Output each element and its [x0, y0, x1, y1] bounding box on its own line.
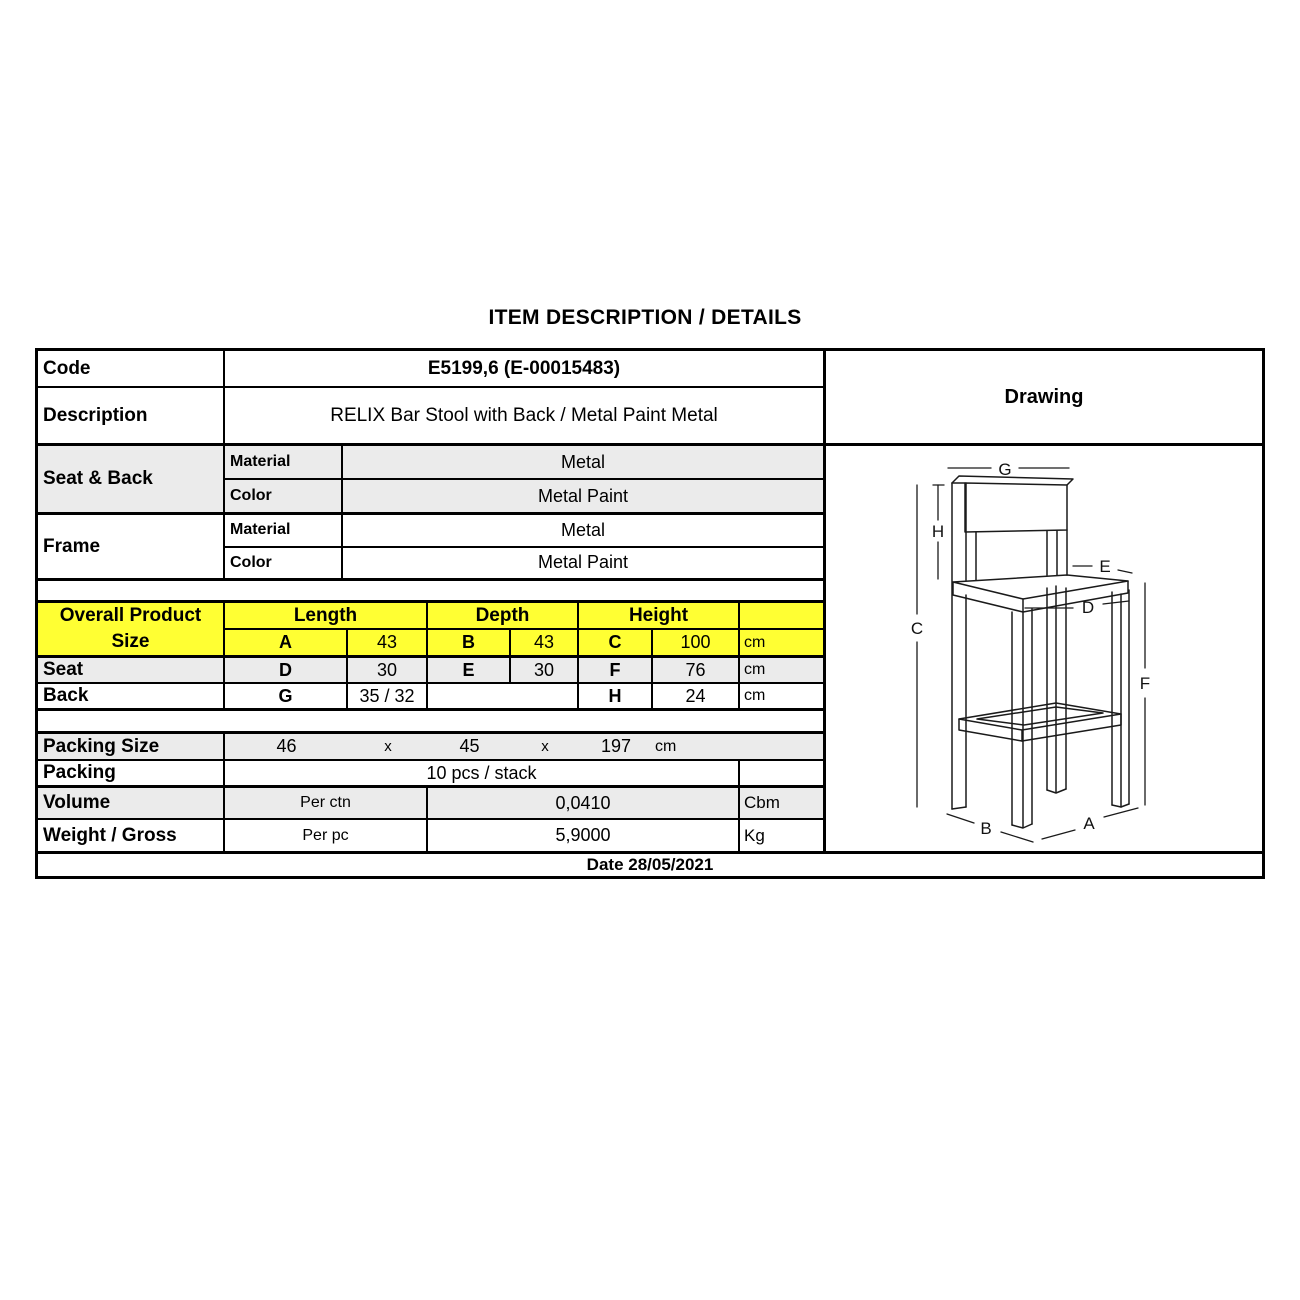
weight-row [38, 820, 823, 851]
back-row-label: Back [38, 684, 225, 708]
color-value: Metal Paint [537, 552, 629, 573]
dim-value-b: 43 [511, 630, 579, 655]
packing-row [38, 761, 823, 788]
packing-size-length: 46 [276, 736, 297, 756]
dim-letter-c: C [579, 630, 653, 655]
dim-value-a: 43 [348, 630, 428, 655]
label-d: D [1081, 598, 1095, 617]
dim-letter-a: A [225, 630, 348, 655]
dim-value-d: 30 [348, 658, 428, 682]
stool-outline [952, 476, 1129, 828]
date-text: Date 28/05/2021 [586, 855, 714, 874]
height-header: Height [579, 603, 740, 628]
empty-merged-cell [428, 684, 579, 708]
code-label: Code [38, 351, 225, 386]
overall-size-section [38, 603, 823, 658]
weight-value: 5,9000 [428, 820, 740, 851]
dimension-lines [917, 468, 1145, 842]
seat-row-label: Seat [38, 658, 225, 682]
dim-value-c: 100 [653, 630, 740, 655]
weight-basis: Per pc [225, 820, 428, 851]
packing-value: 10 pcs / stack [225, 761, 740, 785]
material-label: Material [225, 446, 343, 478]
weight-label: Weight / Gross [38, 820, 225, 851]
volume-unit: Cbm [744, 793, 780, 812]
drawing-header: Drawing [826, 351, 1262, 446]
stool-drawing [826, 446, 1262, 851]
page-title: ITEM DESCRIPTION / DETAILS [488, 306, 802, 329]
packing-size-depth: 45 [459, 736, 480, 756]
spec-table [35, 348, 1265, 879]
volume-value: 0,0410 [428, 788, 740, 818]
seat-size-row [38, 658, 823, 684]
material-label: Material [225, 515, 343, 546]
back-size-row [38, 684, 823, 711]
dim-letter-h: H [579, 684, 653, 708]
frame-material-row [225, 515, 823, 548]
label-b: B [980, 819, 992, 838]
empty-cell [740, 761, 823, 785]
dim-letter-b: B [428, 630, 511, 655]
dim-letter-e: E [428, 658, 511, 682]
dim-letter-g: G [225, 684, 348, 708]
weight-unit: Kg [744, 825, 765, 845]
description-value: RELIX Bar Stool with Back / Metal Paint Metal [330, 404, 718, 426]
frame-color-row [225, 548, 823, 579]
color-label: Color [225, 480, 343, 512]
length-header: Length [225, 603, 428, 628]
date-row [38, 851, 1262, 876]
dim-value-e: 30 [511, 658, 579, 682]
overall-size-label-line2: Size [111, 631, 150, 652]
code-value: E5199,6 (E-00015483) [427, 357, 621, 379]
overall-size-values-row [225, 630, 823, 655]
bar-stool-technical-drawing [826, 446, 1262, 851]
color-value: Metal Paint [537, 485, 629, 506]
depth-header: Depth [428, 603, 579, 628]
label-a: A [1083, 814, 1095, 833]
seat-back-label: Seat & Back [38, 446, 225, 512]
code-row [38, 351, 823, 388]
overall-size-label [38, 603, 225, 655]
size-group-header-row [225, 603, 823, 630]
volume-label: Volume [38, 788, 225, 818]
packing-size-row [38, 734, 823, 761]
label-h: H [931, 522, 945, 541]
empty-header-cell [740, 603, 823, 628]
label-e: E [1099, 557, 1111, 576]
frame-label: Frame [38, 515, 225, 578]
multiply-x: x [384, 738, 392, 755]
dimension-labels [911, 460, 1150, 838]
unit-cm: cm [744, 687, 766, 704]
label-c: C [910, 619, 924, 638]
unit-cm: cm [744, 661, 766, 678]
frame-section [38, 515, 823, 581]
material-value: Metal [560, 451, 605, 472]
material-value: Metal [560, 519, 605, 540]
description-row [38, 388, 823, 446]
dim-letter-f: F [579, 658, 653, 682]
multiply-x: x [541, 738, 549, 755]
spec-table-left [38, 351, 823, 851]
label-f: F [1139, 674, 1151, 693]
dim-letter-d: D [225, 658, 348, 682]
unit-cm: cm [744, 633, 766, 651]
drawing-column [823, 351, 1262, 851]
spacer-row [38, 581, 823, 603]
spacer-row [38, 711, 823, 734]
seat-back-section [38, 446, 823, 515]
overall-size-label-line1: Overall Product [59, 605, 202, 627]
unit-cm: cm [655, 737, 677, 755]
dim-value-h: 24 [653, 684, 740, 708]
color-label: Color [225, 548, 343, 579]
volume-row [38, 788, 823, 820]
packing-size-height: 197 [600, 736, 632, 756]
volume-basis: Per ctn [225, 788, 428, 818]
description-label: Description [38, 388, 225, 443]
packing-label: Packing [38, 761, 225, 785]
packing-size-label: Packing Size [38, 734, 225, 759]
seat-back-color-row [225, 480, 823, 512]
dim-value-f: 76 [653, 658, 740, 682]
dim-value-g: 35 / 32 [348, 684, 428, 708]
seat-back-material-row [225, 446, 823, 480]
label-g: G [998, 460, 1012, 479]
